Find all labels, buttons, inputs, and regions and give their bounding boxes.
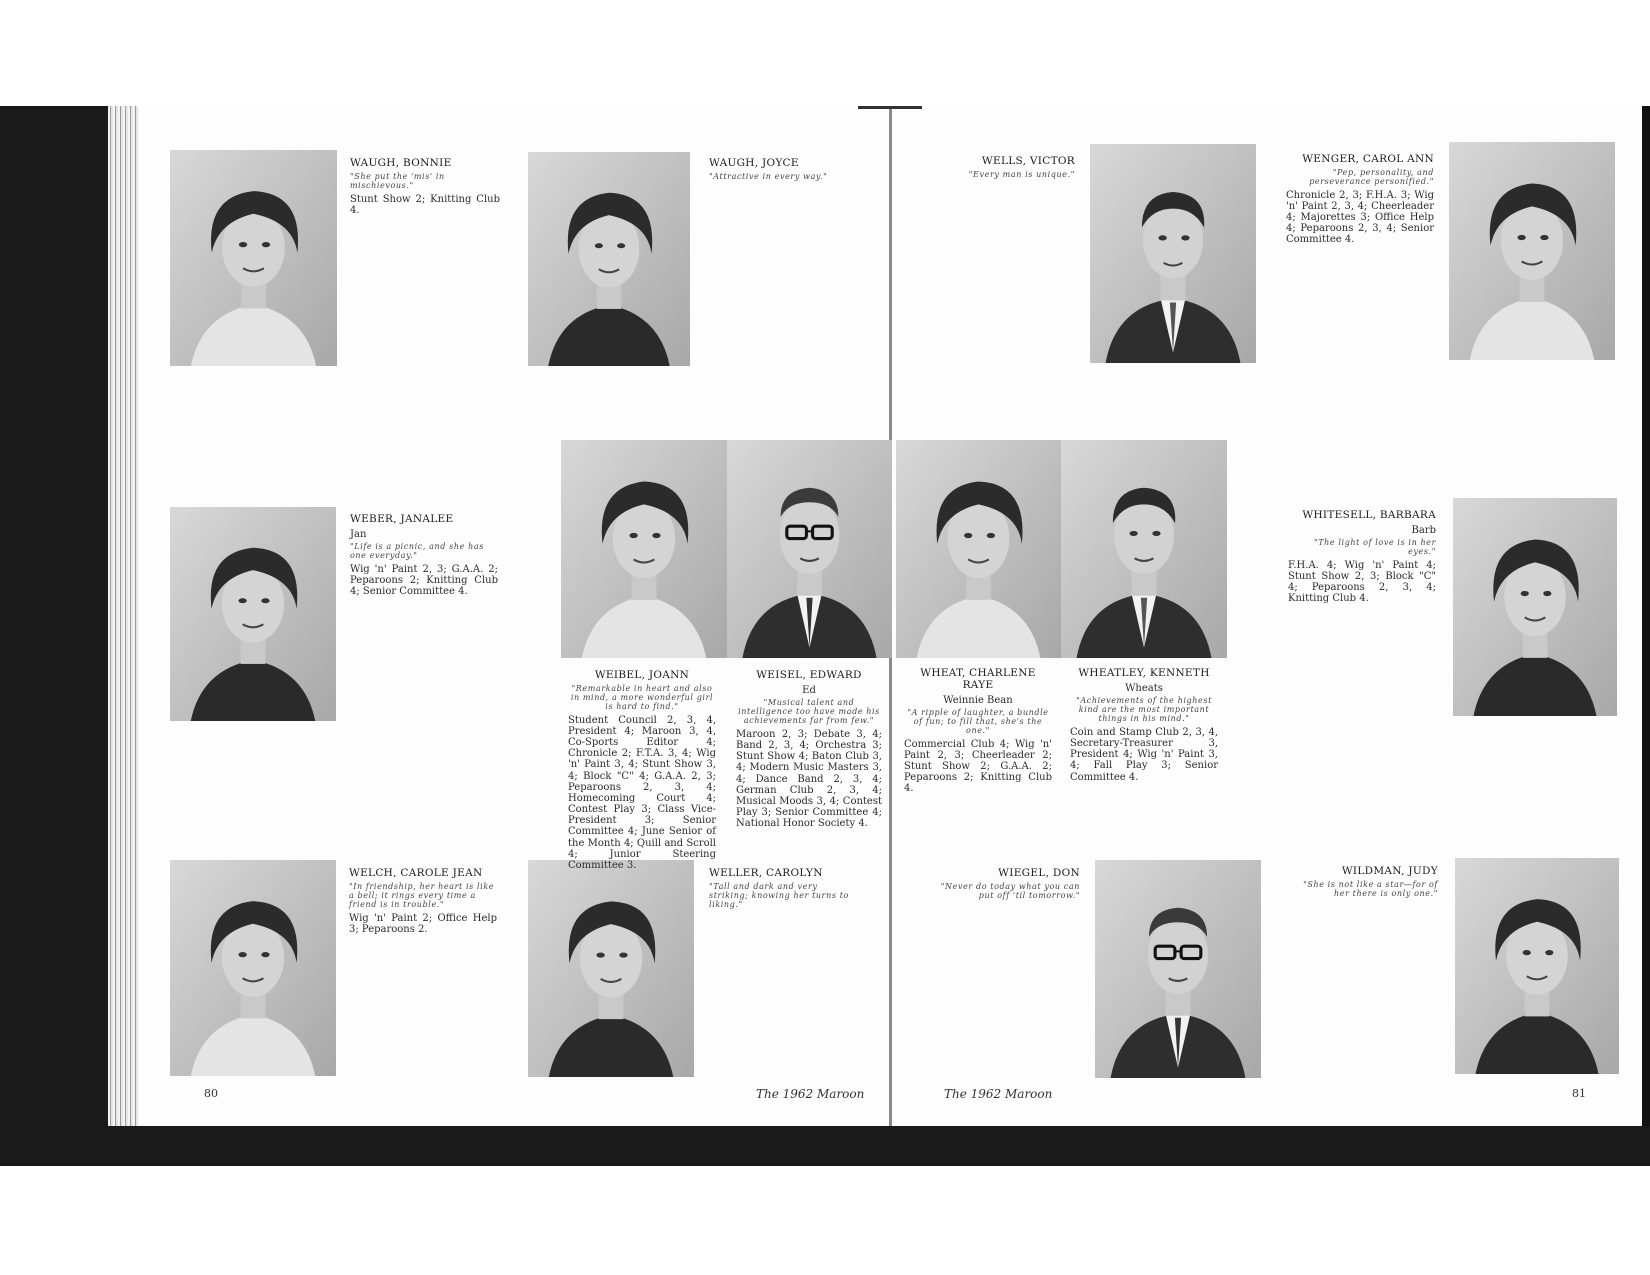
student-quote: "Never do today what you can put off 'til tomorrow." [940,881,1080,900]
entry-waugh-joyce [709,158,859,185]
student-nickname: Ed [802,684,816,696]
portrait-wenger-carolann [1449,142,1615,360]
student-quote: "She put the 'mis' in mischievous." [350,171,445,190]
student-activities: Wig 'n' Paint 2; Office Help 3; Peparoons 2. [349,912,497,935]
binder-shadow [0,106,108,1166]
running-head-left: The 1962 Maroon [756,1087,865,1101]
student-quote: "Remarkable in heart and also in mind, a more wonderful girl is hard to find." [570,683,714,711]
entry-waugh-bonnie [350,158,500,216]
student-name: WELLS, VICTOR [981,155,1075,167]
student-quote: "Achievements of the highest kind are the most important things in his mind." [1076,695,1212,723]
portrait-weisel-edward [727,440,892,658]
entry-wiegel-don [930,868,1080,904]
portrait-weller-carolyn [528,860,694,1077]
entry-wheatley-kenneth [1070,668,1218,783]
entry-weller-carolyn [709,868,859,913]
student-name: WELLER, CAROLYN [709,867,823,879]
student-nickname: Jan [350,528,367,540]
student-activities: F.H.A. 4; Wig 'n' Paint 4; Stunt Show 2, 3; Block "C" 4; Peparoons 2, 3, 4; Knitting Club 4. [1288,559,1436,605]
portrait-waugh-bonnie [170,150,337,366]
student-name: WEISEL, EDWARD [756,669,862,681]
portrait-weber-janalee [170,507,336,721]
portrait-wildman-judy [1455,858,1619,1074]
student-name: WAUGH, BONNIE [350,157,452,169]
student-nickname: Wheats [1125,682,1163,694]
portrait-weibel-joann [561,440,727,658]
entry-weisel-edward [736,670,882,829]
student-activities: Chronicle 2, 3; F.H.A. 3; Wig 'n' Paint 2, 3, 4; Cheerleader 4; Majorettes 3; Office Help 4; Peparoons 2, 3, 4; Senior Committee 4. [1286,189,1434,246]
scan-bottom [0,1126,1650,1166]
entry-wheat-charlene [904,668,1052,794]
portrait-welch-carole [170,860,336,1076]
student-quote: "Musical talent and intelligence too have made his achievements far from few." [738,697,880,725]
student-activities: Stunt Show 2; Knitting Club 4. [350,193,500,216]
entry-wells-victor [920,156,1075,183]
scan-edge [1642,106,1650,1166]
portrait-wells-victor [1090,144,1256,363]
student-nickname: Weinnie Bean [943,694,1013,706]
portrait-wheatley-kenneth [1061,440,1227,658]
student-activities: Wig 'n' Paint 2, 3; G.A.A. 2; Peparoons 2; Knitting Club 4; Senior Committee 4. [350,563,498,598]
entry-weibel-joann [568,670,716,871]
student-quote: "In friendship, her heart is like a bell; it rings every time a friend is in trouble." [349,881,495,909]
portrait-wiegel-don [1095,860,1261,1078]
entry-weber-janalee [350,514,498,597]
student-name: WELCH, CAROLE JEAN [349,867,483,879]
student-quote: "A ripple of laughter, a bundle of fun; to fill that, she's the one." [907,707,1049,735]
page-number-left: 80 [204,1087,218,1100]
student-name: WILDMAN, JUDY [1341,865,1438,877]
portrait-waugh-joyce [528,152,690,366]
student-nickname: Barb [1411,524,1436,536]
entry-wenger-carolann [1286,154,1434,246]
student-name: WEBER, JANALEE [350,513,454,525]
student-name: WEIBEL, JOANN [594,669,690,681]
student-activities: Student Council 2, 3, 4, President 4; Maroon 3, 4, Co-Sports Editor 4; Chronicle 2; F.T.A. 3, 4; Wig 'n' Paint 3, 4; Stunt Show 3, 4; Block "C" 4; G.A.A. 2, 3; Peparoons 2, 3, 4; Homecoming Court 4; Contest Play 3; Class Vice-President 3; Senior Committee 4; June Senior of the Month 4; Quill and Scroll 4; Junior Steering Committee 3. [568,714,716,872]
page-number-right: 81 [1572,1087,1586,1100]
student-name: WHEATLEY, KENNETH [1078,667,1210,679]
student-name: WHITESELL, BARBARA [1302,509,1436,521]
entry-welch-carole [349,868,497,935]
student-activities: Coin and Stamp Club 2, 3, 4, Secretary-Treasurer 3, President 4; Wig 'n' Paint 3, 4; Fall Play 3; Senior Committee 4. [1070,726,1218,783]
gutter-mark [858,106,922,109]
student-quote: "Pep, personality, and perseverance personified." [1309,167,1434,186]
entry-whitesell-barbara [1288,510,1436,605]
portrait-wheat-charlene [896,440,1061,658]
student-name: WAUGH, JOYCE [709,157,799,169]
student-name: WENGER, CAROL ANN [1302,153,1434,165]
portrait-whitesell-barbara [1453,498,1617,716]
page-edges [108,106,138,1166]
student-activities: Commercial Club 4; Wig 'n' Paint 2, 3; Cheerleader 2; Stunt Show 2; G.A.A. 2; Peparoons 2; Knitting Club 4. [904,738,1052,795]
student-quote: "Attractive in every way." [709,171,828,181]
student-quote: "Life is a picnic, and she has one everyday." [350,541,484,560]
student-quote: "She is not like a star—for of her there is only one." [1303,879,1438,898]
student-quote: "Every man is unique." [968,169,1075,179]
running-head-right: The 1962 Maroon [944,1087,1053,1101]
entry-wildman-judy [1290,866,1438,902]
student-name: WHEAT, CHARLENE RAYE [920,667,1036,691]
student-name: WIEGEL, DON [998,867,1080,879]
student-quote: "Tall and dark and very striking; knowing her turns to liking." [709,881,849,909]
student-quote: "The light of love is in her eyes." [1313,537,1436,556]
student-activities: Maroon 2, 3; Debate 3, 4; Band 2, 3, 4; Orchestra 3; Stunt Show 4; Baton Club 3, 4; Modern Music Masters 3, 4; Dance Band 2, 3, 4; German Club 2, 3, 4; Musical Moods 3, 4; Contest Play 3; Senior Committee 4; National Honor Society 4. [736,728,882,830]
